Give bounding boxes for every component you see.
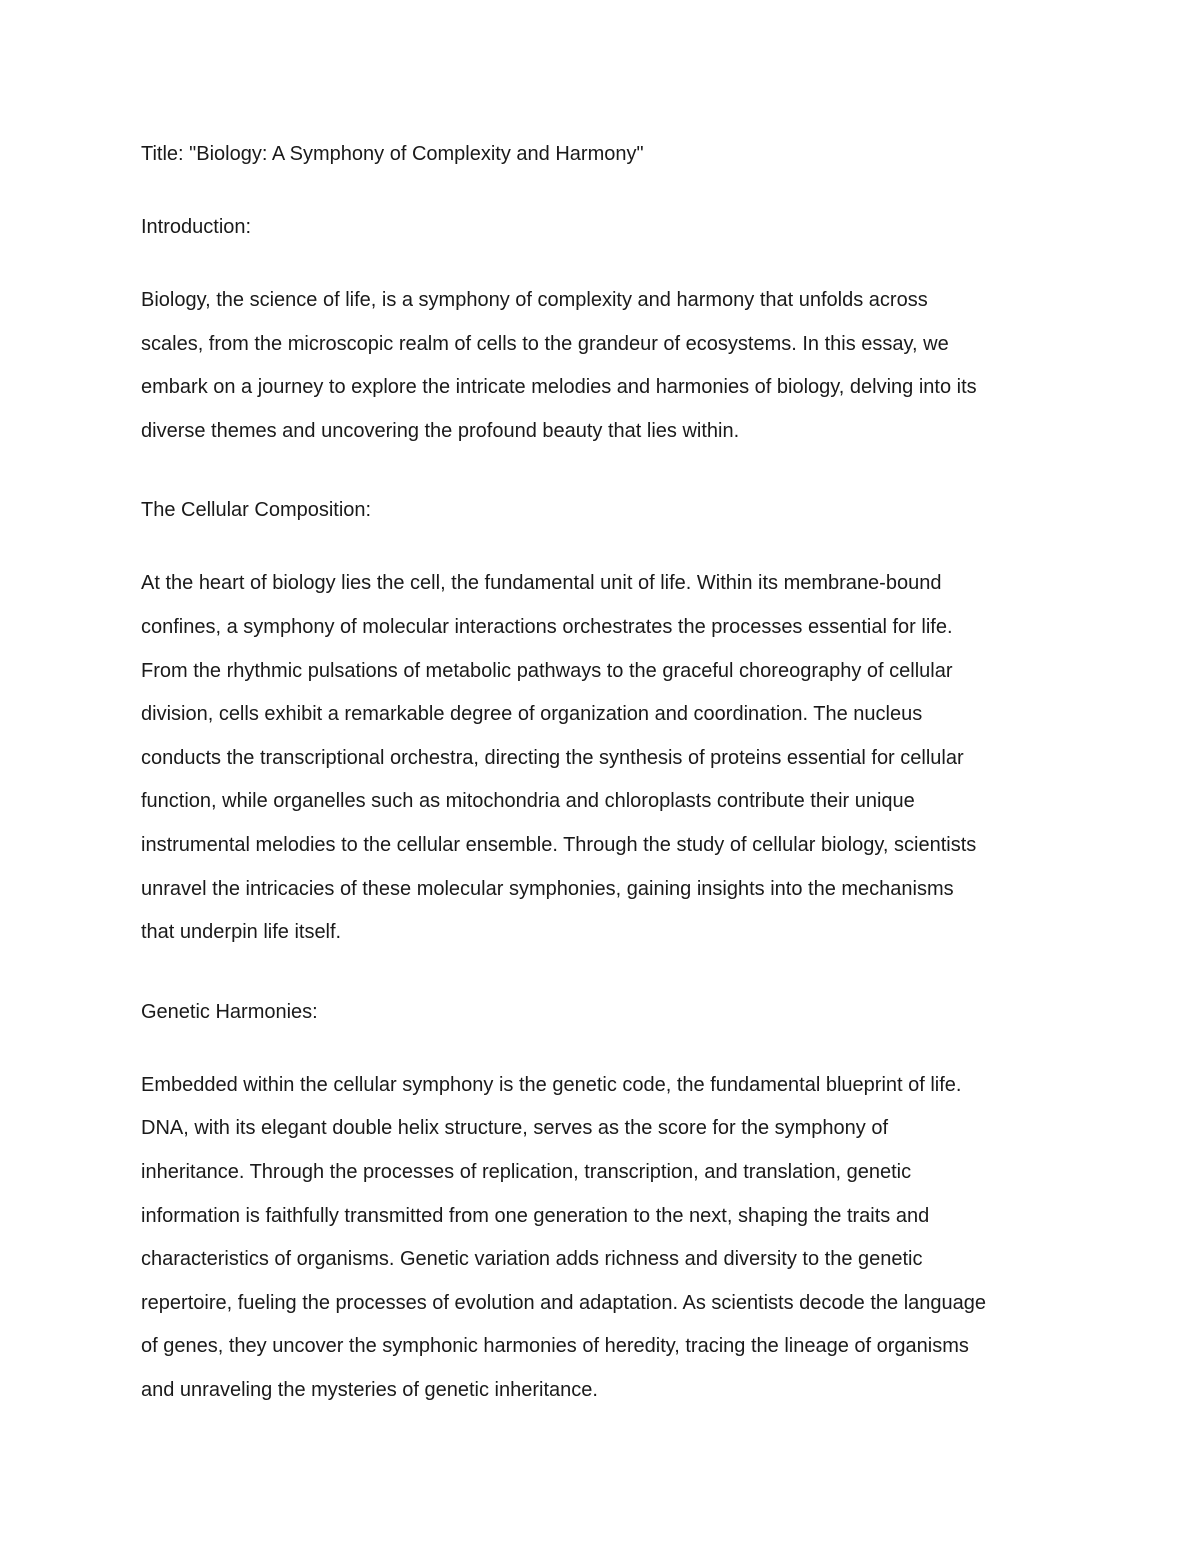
paragraph-line: that underpin life itself.: [141, 921, 342, 944]
paragraph-line: diverse themes and uncovering the profound beauty that lies within.: [141, 419, 740, 442]
paragraph-genetic-harmonies: [141, 1064, 1061, 1413]
paragraph-line: Biology, the science of life, is a symphony of complexity and harmony that unfolds across: [141, 289, 928, 311]
paragraph-line: confines, a symphony of molecular interactions orchestrates the processes essential for life.: [141, 615, 953, 638]
paragraph-line: instrumental melodies to the cellular ensemble. Through the study of cellular biology, scientists: [141, 833, 977, 856]
paragraph-line: At the heart of biology lies the cell, the fundamental unit of life. Within its membrane-bound: [141, 572, 942, 595]
paragraph-line: unravel the intricacies of these molecular symphonies, gaining insights into the mechanisms: [141, 877, 954, 900]
paragraph-line: Embedded within the cellular symphony is the genetic code, the fundamental blueprint of life.: [141, 1073, 962, 1096]
paragraph-line: information is faithfully transmitted from one generation to the next, shaping the traits and: [141, 1204, 930, 1227]
section-heading-introduction: Introduction:: [141, 216, 252, 238]
section-heading-genetic-harmonies: Genetic Harmonies:: [141, 1000, 318, 1023]
paragraph-cellular-composition: [141, 562, 1061, 954]
section-heading-cellular-composition: The Cellular Composition:: [141, 499, 372, 522]
document-title: Title: "Biology: A Symphony of Complexity and Harmony": [141, 143, 644, 165]
paragraph-line: inheritance. Through the processes of replication, transcription, and translation, genetic: [141, 1160, 912, 1183]
paragraph-line: characteristics of organisms. Genetic variation adds richness and diversity to the genetic: [141, 1248, 923, 1271]
paragraph-line: DNA, with its elegant double helix structure, serves as the score for the symphony of: [141, 1117, 889, 1140]
document-body: [141, 140, 1061, 1455]
paragraph-line: conducts the transcriptional orchestra, directing the synthesis of proteins essential for cellular: [141, 746, 964, 769]
paragraph-line: repertoire, fueling the processes of evolution and adaptation. As scientists decode the language: [141, 1291, 987, 1314]
paragraph-line: function, while organelles such as mitochondria and chloroplasts contribute their unique: [141, 790, 915, 813]
paragraph-introduction: [141, 279, 1061, 453]
paragraph-line: embark on a journey to explore the intricate melodies and harmonies of biology, delving into its: [141, 376, 977, 399]
paragraph-line: and unraveling the mysteries of genetic inheritance.: [141, 1378, 598, 1401]
paragraph-line: From the rhythmic pulsations of metabolic pathways to the graceful choreography of cellular: [141, 659, 953, 682]
paragraph-line: division, cells exhibit a remarkable degree of organization and coordination. The nucleus: [141, 703, 923, 726]
paragraph-line: of genes, they uncover the symphonic harmonies of heredity, tracing the lineage of organisms: [141, 1335, 969, 1358]
paragraph-line: scales, from the microscopic realm of cells to the grandeur of ecosystems. In this essay, we: [141, 332, 949, 355]
